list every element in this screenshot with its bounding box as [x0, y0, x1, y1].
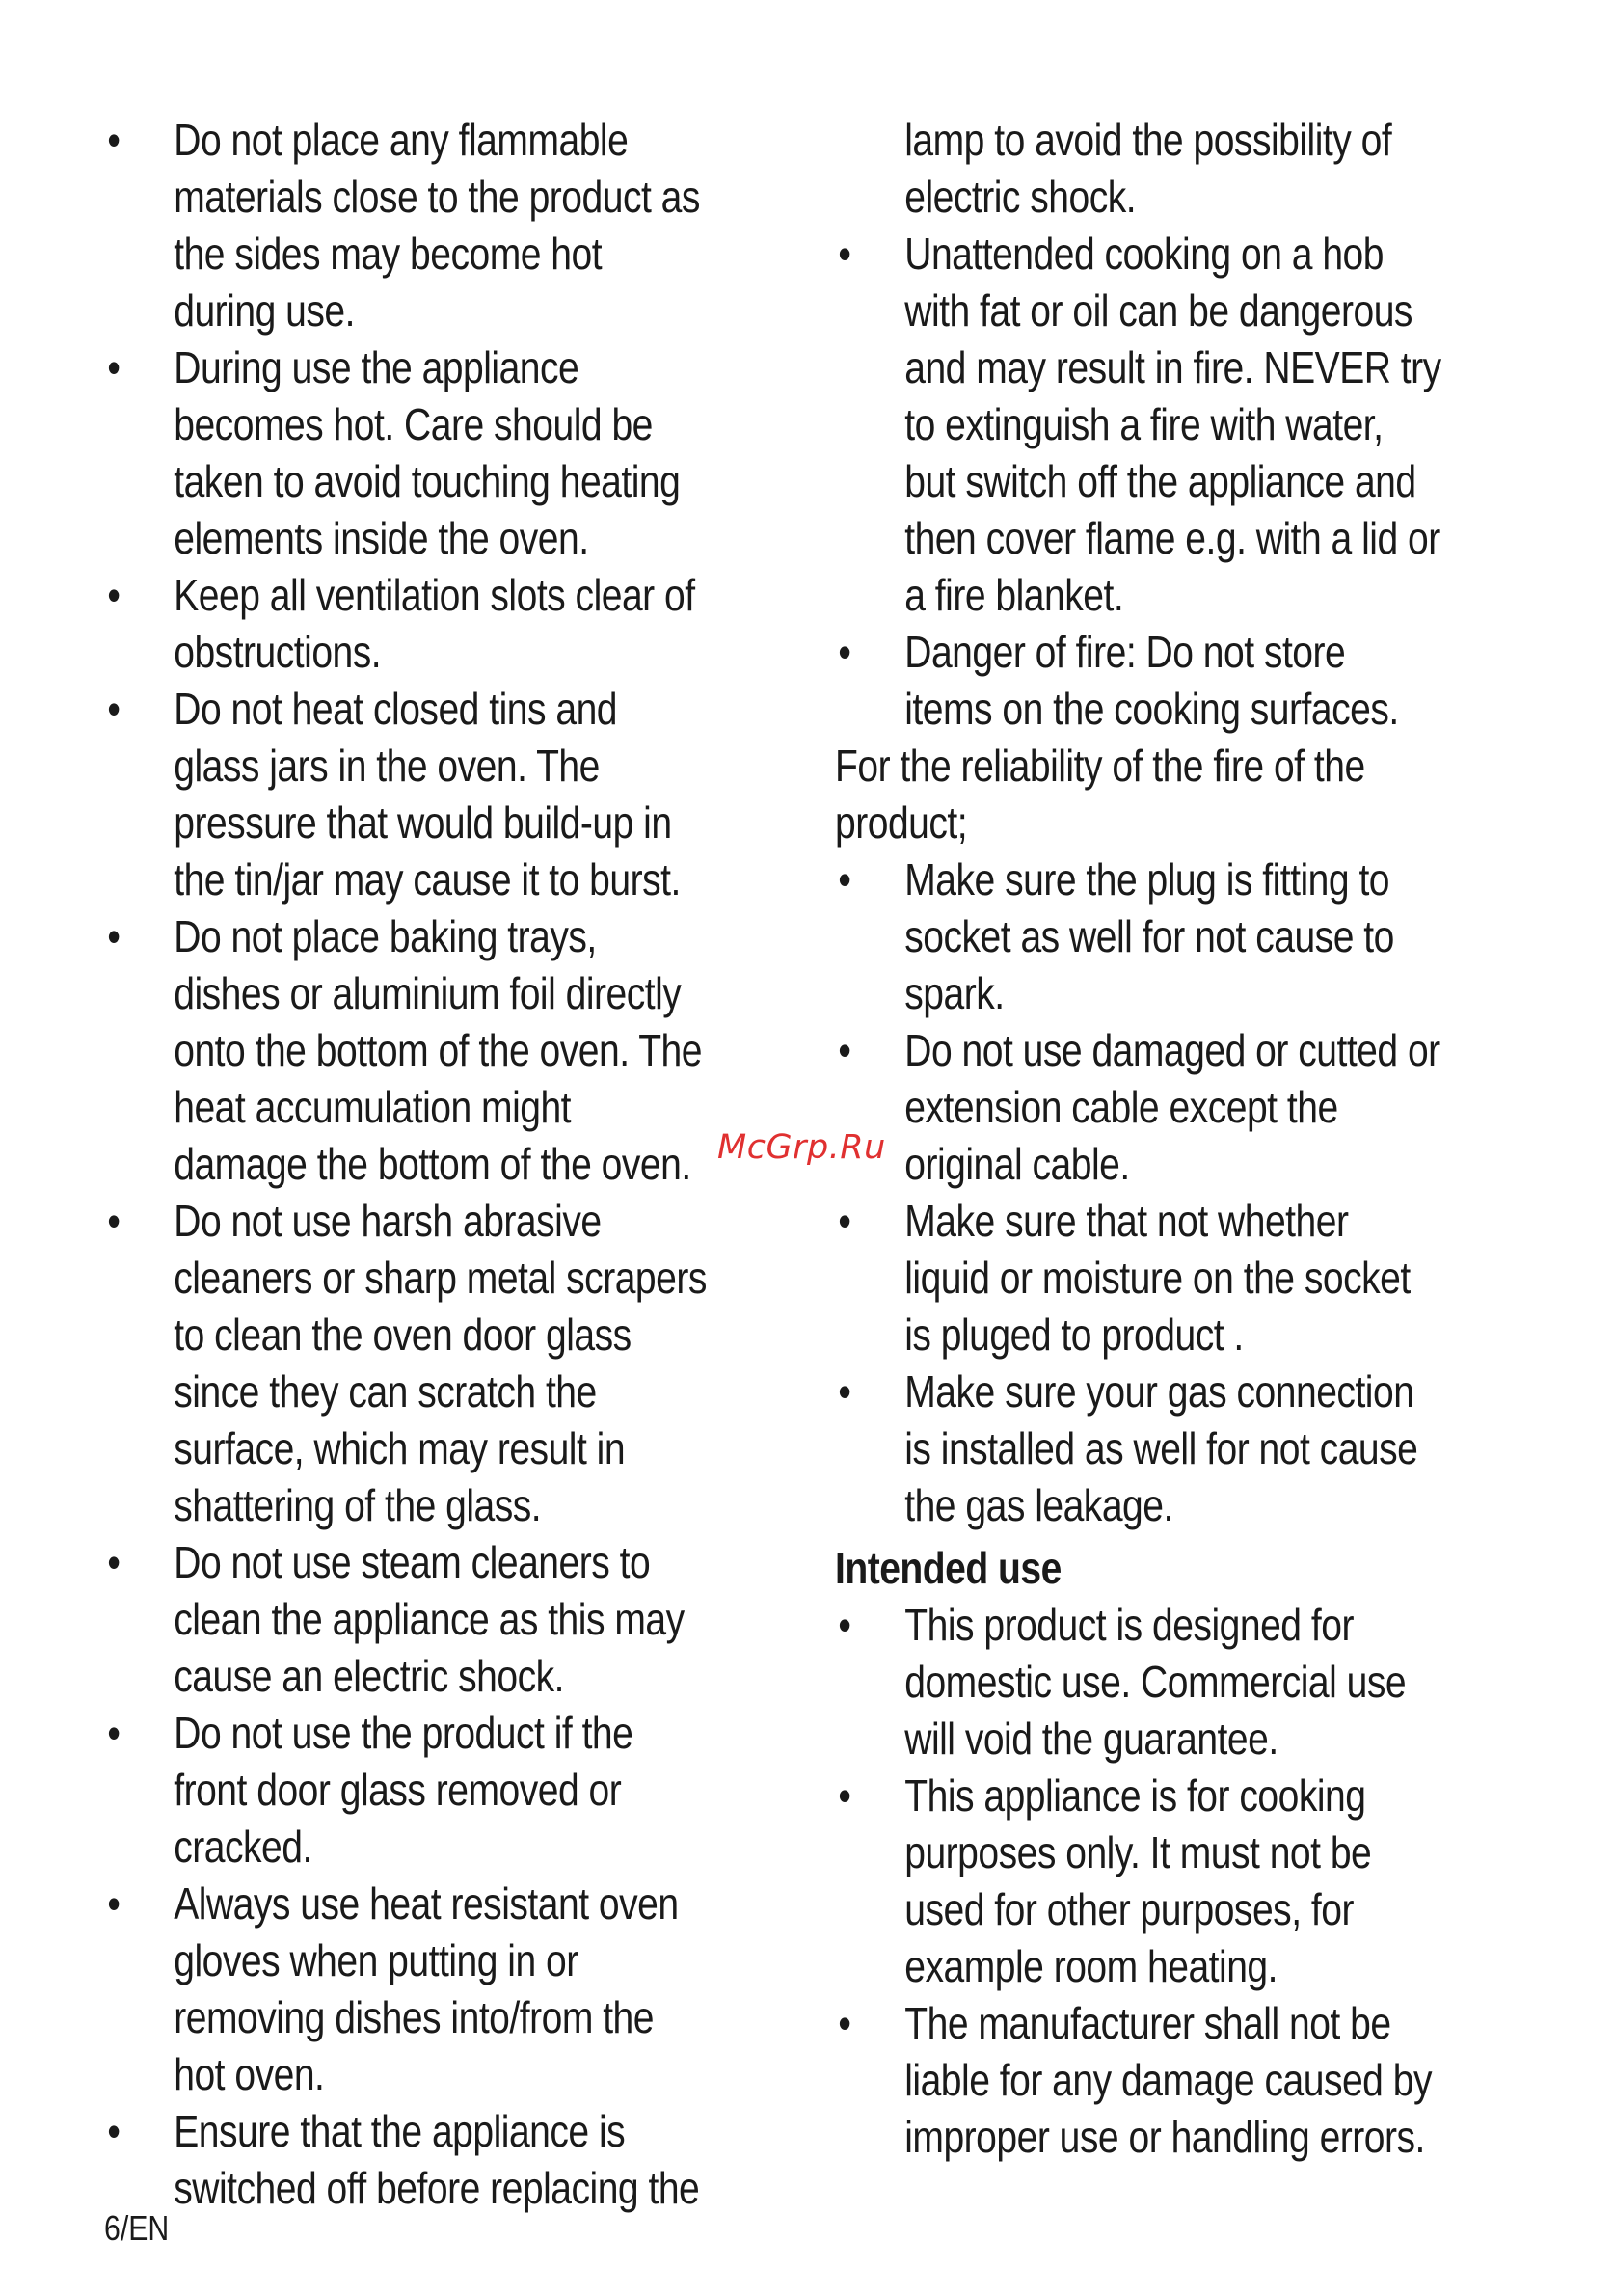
list-item: • Do not place any flammable materials close to the product as the sides may become hot during use. — [104, 112, 709, 339]
reliability-paragraph: For the reliability of the fire of the product; — [835, 741, 1365, 848]
list-item: • Danger of fire: Do not store items on the cooking surfaces. — [835, 624, 1442, 738]
list-item: • Ensure that the appliance is switched off before replacing the — [104, 2103, 709, 2217]
list-item: • Always use heat resistant oven gloves when putting in or removing dishes into/from the hot oven. — [104, 1876, 709, 2103]
list-item: • Unattended cooking on a hob with fat or oil can be dangerous and may result in fire. NEVER try to extinguish a fire with water, but switch off the appliance and then cover flame e.g. with a lid or a fire blanket. — [835, 226, 1442, 624]
list-item: • Do not heat closed tins and glass jars in the oven. The pressure that would build-up in the tin/jar may cause it to burst. — [104, 681, 709, 908]
list-item: • The manufacturer shall not be liable for any damage caused by improper use or handling errors. — [835, 1995, 1442, 2166]
list-item: • During use the appliance becomes hot. Care should be taken to avoid touching heating elements inside the oven. — [104, 339, 709, 567]
section-heading: Intended use — [835, 1543, 1062, 1593]
list-item: • Do not use damaged or cutted or extension cable except the original cable. — [835, 1022, 1442, 1193]
list-item: • Make sure your gas connection is installed as well for not cause the gas leakage. — [835, 1364, 1442, 1534]
list-item: • Do not use the product if the front door glass removed or cracked. — [104, 1705, 709, 1876]
list-item: • This product is designed for domestic use. Commercial use will void the guarantee. — [835, 1597, 1442, 1768]
page-number: 6/EN — [104, 2208, 170, 2248]
list-item: • Keep all ventilation slots clear of obstructions. — [104, 567, 709, 681]
right-column — [835, 112, 1442, 2166]
list-item: • Make sure that not whether liquid or moisture on the socket is pluged to product . — [835, 1193, 1442, 1364]
list-item-continuation: lamp to avoid the possibility of electric shock. — [904, 115, 1392, 222]
list-item: • Make sure the plug is fitting to socket as well for not cause to spark. — [835, 851, 1442, 1022]
watermark: McGrp.Ru — [717, 1128, 886, 1167]
list-item: • Do not use harsh abrasive cleaners or sharp metal scrapers to clean the oven door glass since they can scratch the surface, which may result in shattering of the glass. — [104, 1193, 709, 1534]
list-item: • Do not place baking trays, dishes or aluminium foil directly onto the bottom of the oven. The heat accumulation might damage the bottom of the oven. — [104, 908, 709, 1193]
list-item: • This appliance is for cooking purposes only. It must not be used for other purposes, for example room heating. — [835, 1768, 1442, 1995]
list-item: • Do not use steam cleaners to clean the appliance as this may cause an electric shock. — [104, 1534, 709, 1705]
left-column — [104, 112, 709, 2217]
